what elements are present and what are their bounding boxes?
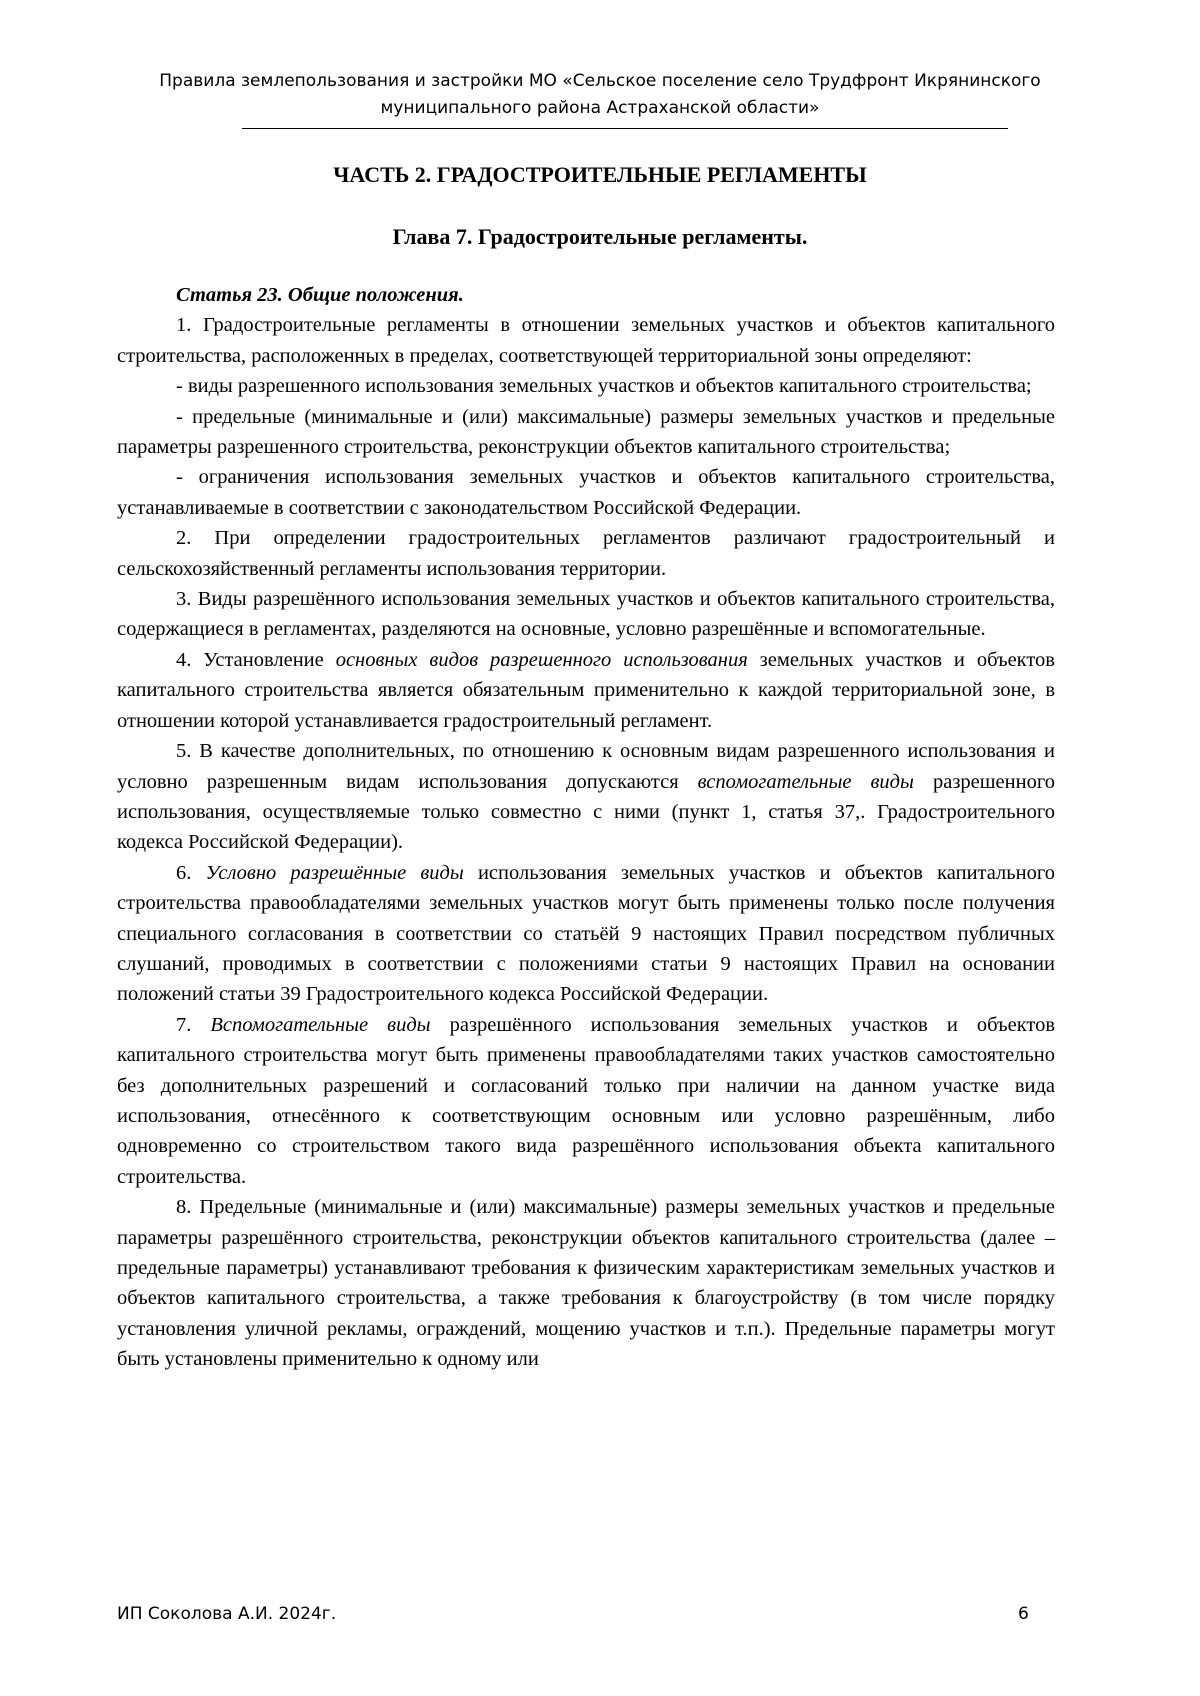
running-header-line-1: Правила землепользования и застройки МО «Сельское поселение село Трудфронт Икрянинского: [159, 71, 1041, 91]
part-title: ЧАСТЬ 2. ГРАДОСТРОИТЕЛЬНЫЕ РЕГЛАМЕНТЫ: [333, 162, 867, 187]
paragraph-4-emphasis: основных видов разрешенного использования: [335, 648, 748, 671]
page-number: 6: [1018, 1604, 1029, 1624]
paragraph-7-emphasis: Вспомогательные виды: [210, 1013, 431, 1036]
paragraph-5-end: разрешенного использования, осуществляемые только совместно с ними (пункт 1, статья 37,. Градостроительного кодекса Российской Федерации).: [117, 770, 1055, 854]
list-item-1: - виды разрешенного использования земельных участков и объектов капитального строительства;: [176, 375, 1032, 398]
running-header-line-2: муниципального района Астраханской области»: [380, 98, 820, 118]
paragraph-6-end: использования земельных участков и объектов капитального строительства правообладателями земельных участков могут быть применены только после получения специального согласования в соответствии со статьёй 9 настоящих Правил посредством публичных слушаний, проводимых в соответствии с положениями статьи 9 настоящих Правил на основании положений статьи 39 Градостроительного кодекса Российской Федерации.: [117, 861, 1055, 1006]
paragraph-6: [117, 858, 1055, 1010]
list-item-2: - предельные (минимальные и (или) максимальные) размеры земельных участков и предельные параметры разрешенного строительства, реконструкции объектов капитального строительства;: [117, 405, 1055, 459]
paragraph-7: [117, 1010, 1055, 1192]
article-heading: Статья 23. Общие положения.: [176, 284, 464, 306]
footer-author: ИП Соколова А.И. 2024г.: [117, 1604, 337, 1624]
paragraph-2: 2. При определении градостроительных регламентов различают градостроительный и сельскохозяйственный регламенты использования территории.: [117, 527, 1055, 580]
running-header: [150, 68, 1050, 122]
paragraph-8: 8. Предельные (минимальные и (или) максимальные) размеры земельных участков и предельные параметры разрешённого строительства, реконструкции объектов капитального строительства (далее – предельные параметры) устанавливают требования к физическим характеристикам земельных участков и объектов капитального строительства, а также требования к благоустройству (в том числе порядку установления уличной рекламы, ограждений, мощению участков и т.п.). Предельные параметры могут быть установлены применительно к одному или: [117, 1196, 1055, 1371]
paragraph-6-emphasis: Условно разрешённые виды: [205, 861, 464, 884]
paragraph-6-start: 6.: [176, 861, 206, 884]
paragraph-4: [117, 645, 1055, 736]
paragraph-5-start: 5. В качестве дополнительных, по отношению к основным видам разрешенного использования и условно разрешенным видам использования допускаются: [117, 740, 1055, 793]
chapter-title: Глава 7. Градостроительные регламенты.: [392, 224, 808, 249]
paragraph-7-end: разрешённого использования земельных участков и объектов капитального строительства могут быть применены правообладателями таких участков самостоятельно без дополнительных разрешений и согласований только при наличии на данном участке вида использования, отнесённого к соответствующим основным или условно разрешённым, либо одновременно со строительством такого вида разрешённого использования объекта капитального строительства.: [117, 1013, 1056, 1188]
paragraph-4-start: 4. Установление: [176, 648, 336, 671]
paragraph-5-emphasis: вспомогательные виды: [697, 770, 914, 793]
paragraph-3: 3. Виды разрешённого использования земельных участков и объектов капитального строительства, содержащиеся в регламентах, разделяются на основные, условно разрешённые и вспомогательные.: [117, 588, 1055, 641]
paragraph-7-start: 7.: [176, 1013, 211, 1036]
document-body: [117, 280, 1055, 1375]
header-divider: [242, 128, 1008, 129]
paragraph-4-end: земельных участков и объектов капитального строительства является обязательным применительно к каждой территориальной зоне, в отношении которой устанавливается градостроительный регламент.: [117, 648, 1055, 732]
list-item-3: - ограничения использования земельных участков и объектов капитального строительства, устанавливаемые в соответствии с законодательством Российской Федерации.: [117, 466, 1055, 519]
paragraph-1: 1. Градостроительные регламенты в отношении земельных участков и объектов капитального строительства, расположенных в пределах, соответствующей территориальной зоны определяют:: [117, 314, 1055, 367]
paragraph-5: [117, 736, 1055, 858]
